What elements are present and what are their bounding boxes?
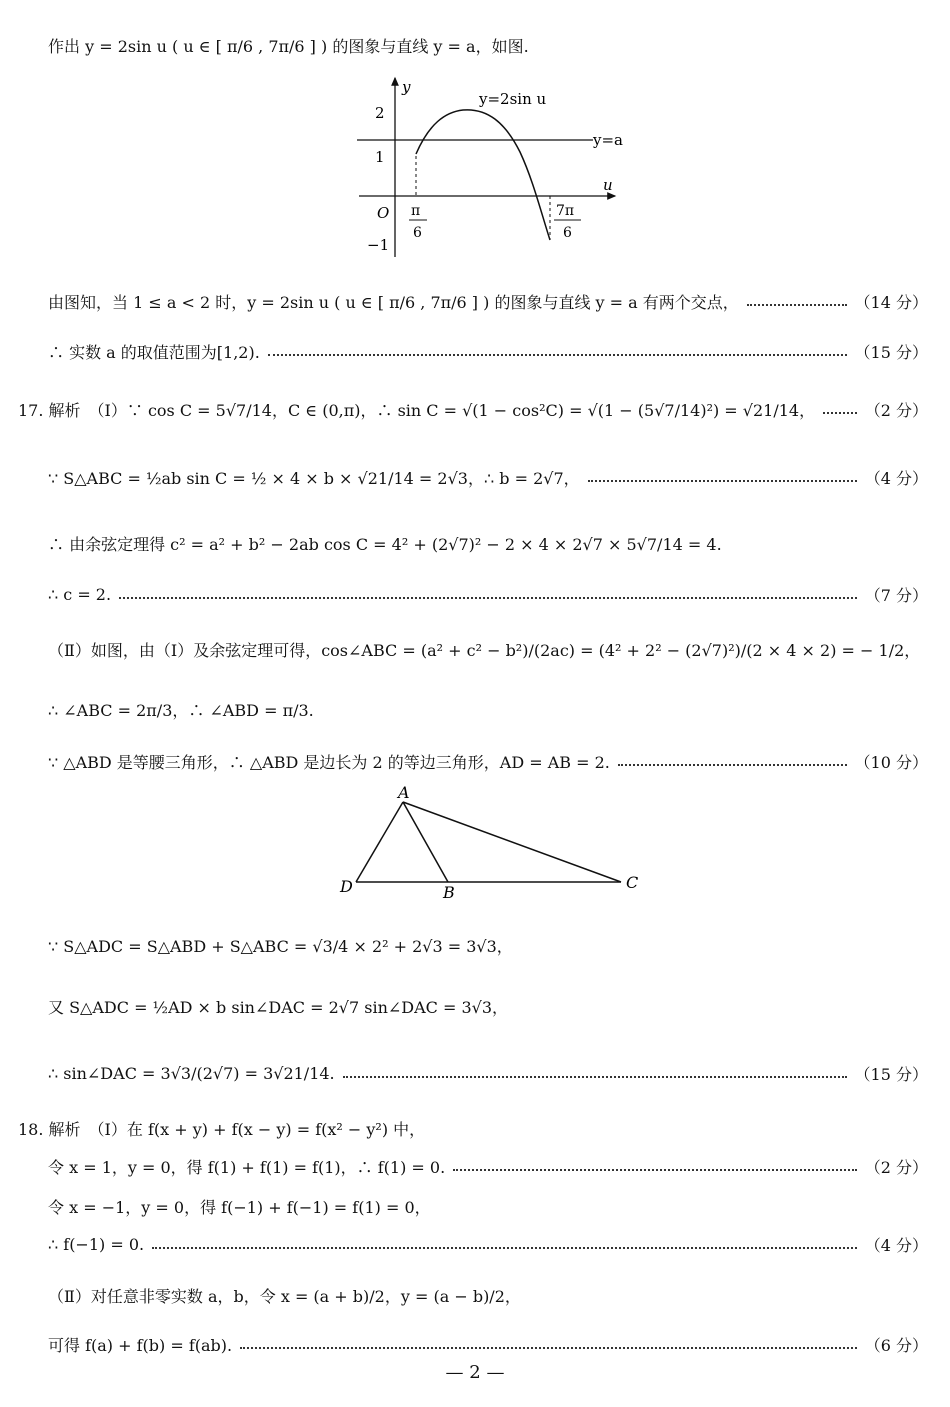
leader-dots (119, 597, 857, 599)
leader-dots (823, 412, 857, 414)
leader-dots (268, 354, 847, 356)
line-text: 17. 解析 （Ⅰ）∵ cos C = 5√7/14，C ∈ (0,π)，∴ sin C = √(1 − cos²C) = √(1 − (5√7/14)²) = √21/14， (18, 401, 816, 420)
leader-dots (747, 304, 847, 306)
segment-da (356, 802, 403, 882)
solution-line (48, 750, 928, 773)
triangle-figure (330, 780, 650, 909)
leader-dots (152, 1247, 857, 1249)
solution-line (48, 1233, 928, 1256)
line-text: ∴ 实数 a 的取值范围为[1,2). (48, 343, 260, 362)
line-label: y=a (593, 131, 623, 149)
sine-graph (345, 72, 635, 272)
solution-line (48, 466, 928, 489)
line-text: 作出 y = 2sin u ( u ∈ [ π/6 , 7π/6 ] ) 的图象与直线 y = a，如图. (48, 37, 529, 56)
solution-line (48, 583, 928, 606)
curve-label: y=2sin u (479, 90, 547, 108)
line-text: ∴ c = 2. (48, 585, 112, 604)
leader-dots (453, 1169, 857, 1171)
line-text: （Ⅱ）如图，由（Ⅰ）及余弦定理可得，cos∠ABC = (a² + c² − b²)/(2ac) = (4² + 2² − (2√7)²)/(2 × 4 × 2) = − 1/2， (48, 641, 921, 660)
sine-curve (416, 110, 550, 240)
solution-line (48, 1062, 928, 1085)
line-text: ∴ ∠ABC = 2π/3，∴ ∠ABD = π/3. (48, 701, 314, 720)
solution-line (48, 1155, 928, 1178)
score-label: （10 分） (854, 753, 928, 772)
score-label: （2 分） (864, 1158, 928, 1177)
solution-line (48, 34, 928, 57)
tick-pi-6-den: 6 (413, 225, 422, 241)
leader-dots (240, 1347, 857, 1349)
line-text: 18. 解析 （Ⅰ）在 f(x + y) + f(x − y) = f(x² − y²) 中， (18, 1120, 426, 1139)
line-text: ∵ △ABD 是等腰三角形，∴ △ABD 是边长为 2 的等边三角形，AD = AB = 2. (48, 753, 610, 772)
line-text: 可得 f(a) + f(b) = f(ab). (48, 1336, 233, 1355)
triangle-diagram (330, 780, 650, 905)
line-text: ∵ S△ADC = S△ABD + S△ABC = √3/4 × 2² + 2√3 = 3√3， (48, 937, 513, 956)
sine-graph-figure (345, 72, 635, 276)
score-label: （14 分） (854, 293, 928, 312)
solution-line (48, 1195, 928, 1218)
u-axis-label: u (603, 176, 613, 194)
vertex-c-label: C (626, 873, 639, 892)
solution-line (48, 934, 928, 957)
line-text: ∴ 由余弦定理得 c² = a² + b² − 2ab cos C = 4² + (2√7)² − 2 × 4 × 2√7 × 5√7/14 = 4. (48, 535, 722, 554)
solution-line (48, 638, 928, 661)
tick-7pi-6-num: 7π (556, 203, 575, 219)
line-text: 令 x = −1，y = 0，得 f(−1) + f(−1) = f(1) = 0， (48, 1198, 431, 1217)
solution-line (48, 1333, 928, 1356)
score-label: （2 分） (864, 401, 928, 420)
tick-pi-6-num: π (411, 203, 421, 219)
y-axis-label: y (402, 78, 411, 96)
leader-dots (343, 1076, 847, 1078)
tick-2: 2 (375, 104, 385, 122)
solution-line (48, 532, 928, 555)
page-number: — 2 — (445, 1362, 505, 1383)
solution-line (48, 995, 928, 1018)
tick-neg1: −1 (367, 236, 390, 254)
vertex-b-label: B (443, 883, 455, 902)
segment-ac (403, 802, 621, 882)
score-label: （4 分） (864, 1236, 928, 1255)
vertex-a-label: A (398, 783, 410, 802)
score-label: （6 分） (864, 1336, 928, 1355)
tick-7pi-6-den: 6 (563, 225, 572, 241)
line-text: 又 S△ADC = ½AD × b sin∠DAC = 2√7 sin∠DAC = 3√3， (48, 998, 509, 1017)
line-text: （Ⅱ）对任意非零实数 a，b，令 x = (a + b)/2，y = (a − b)/2， (48, 1287, 521, 1306)
line-text: ∵ S△ABC = ½ab sin C = ½ × 4 × b × √21/14 = 2√3，∴ b = 2√7， (48, 469, 580, 488)
line-text: 令 x = 1，y = 0，得 f(1) + f(1) = f(1)，∴ f(1) = 0. (48, 1158, 446, 1177)
vertex-d-label: D (340, 877, 353, 896)
solution-line (48, 698, 928, 721)
segment-ab (403, 802, 448, 882)
tick-1: 1 (375, 148, 385, 166)
origin-label: O (377, 204, 390, 222)
line-text: 由图知，当 1 ≤ a < 2 时，y = 2sin u ( u ∈ [ π/6 , 7π/6 ] ) 的图象与直线 y = a 有两个交点， (48, 293, 739, 312)
score-label: （15 分） (854, 343, 928, 362)
solution-line (18, 398, 928, 421)
score-label: （7 分） (864, 586, 928, 605)
score-label: （15 分） (854, 1065, 928, 1084)
solution-line (48, 290, 928, 313)
solution-line (18, 1117, 928, 1140)
leader-dots (618, 764, 847, 766)
line-text: ∴ f(−1) = 0. (48, 1235, 145, 1254)
score-label: （4 分） (864, 469, 928, 488)
line-text: ∴ sin∠DAC = 3√3/(2√7) = 3√21/14. (48, 1064, 335, 1083)
solution-line (48, 1284, 928, 1307)
solution-line (48, 340, 928, 363)
leader-dots (588, 480, 857, 482)
